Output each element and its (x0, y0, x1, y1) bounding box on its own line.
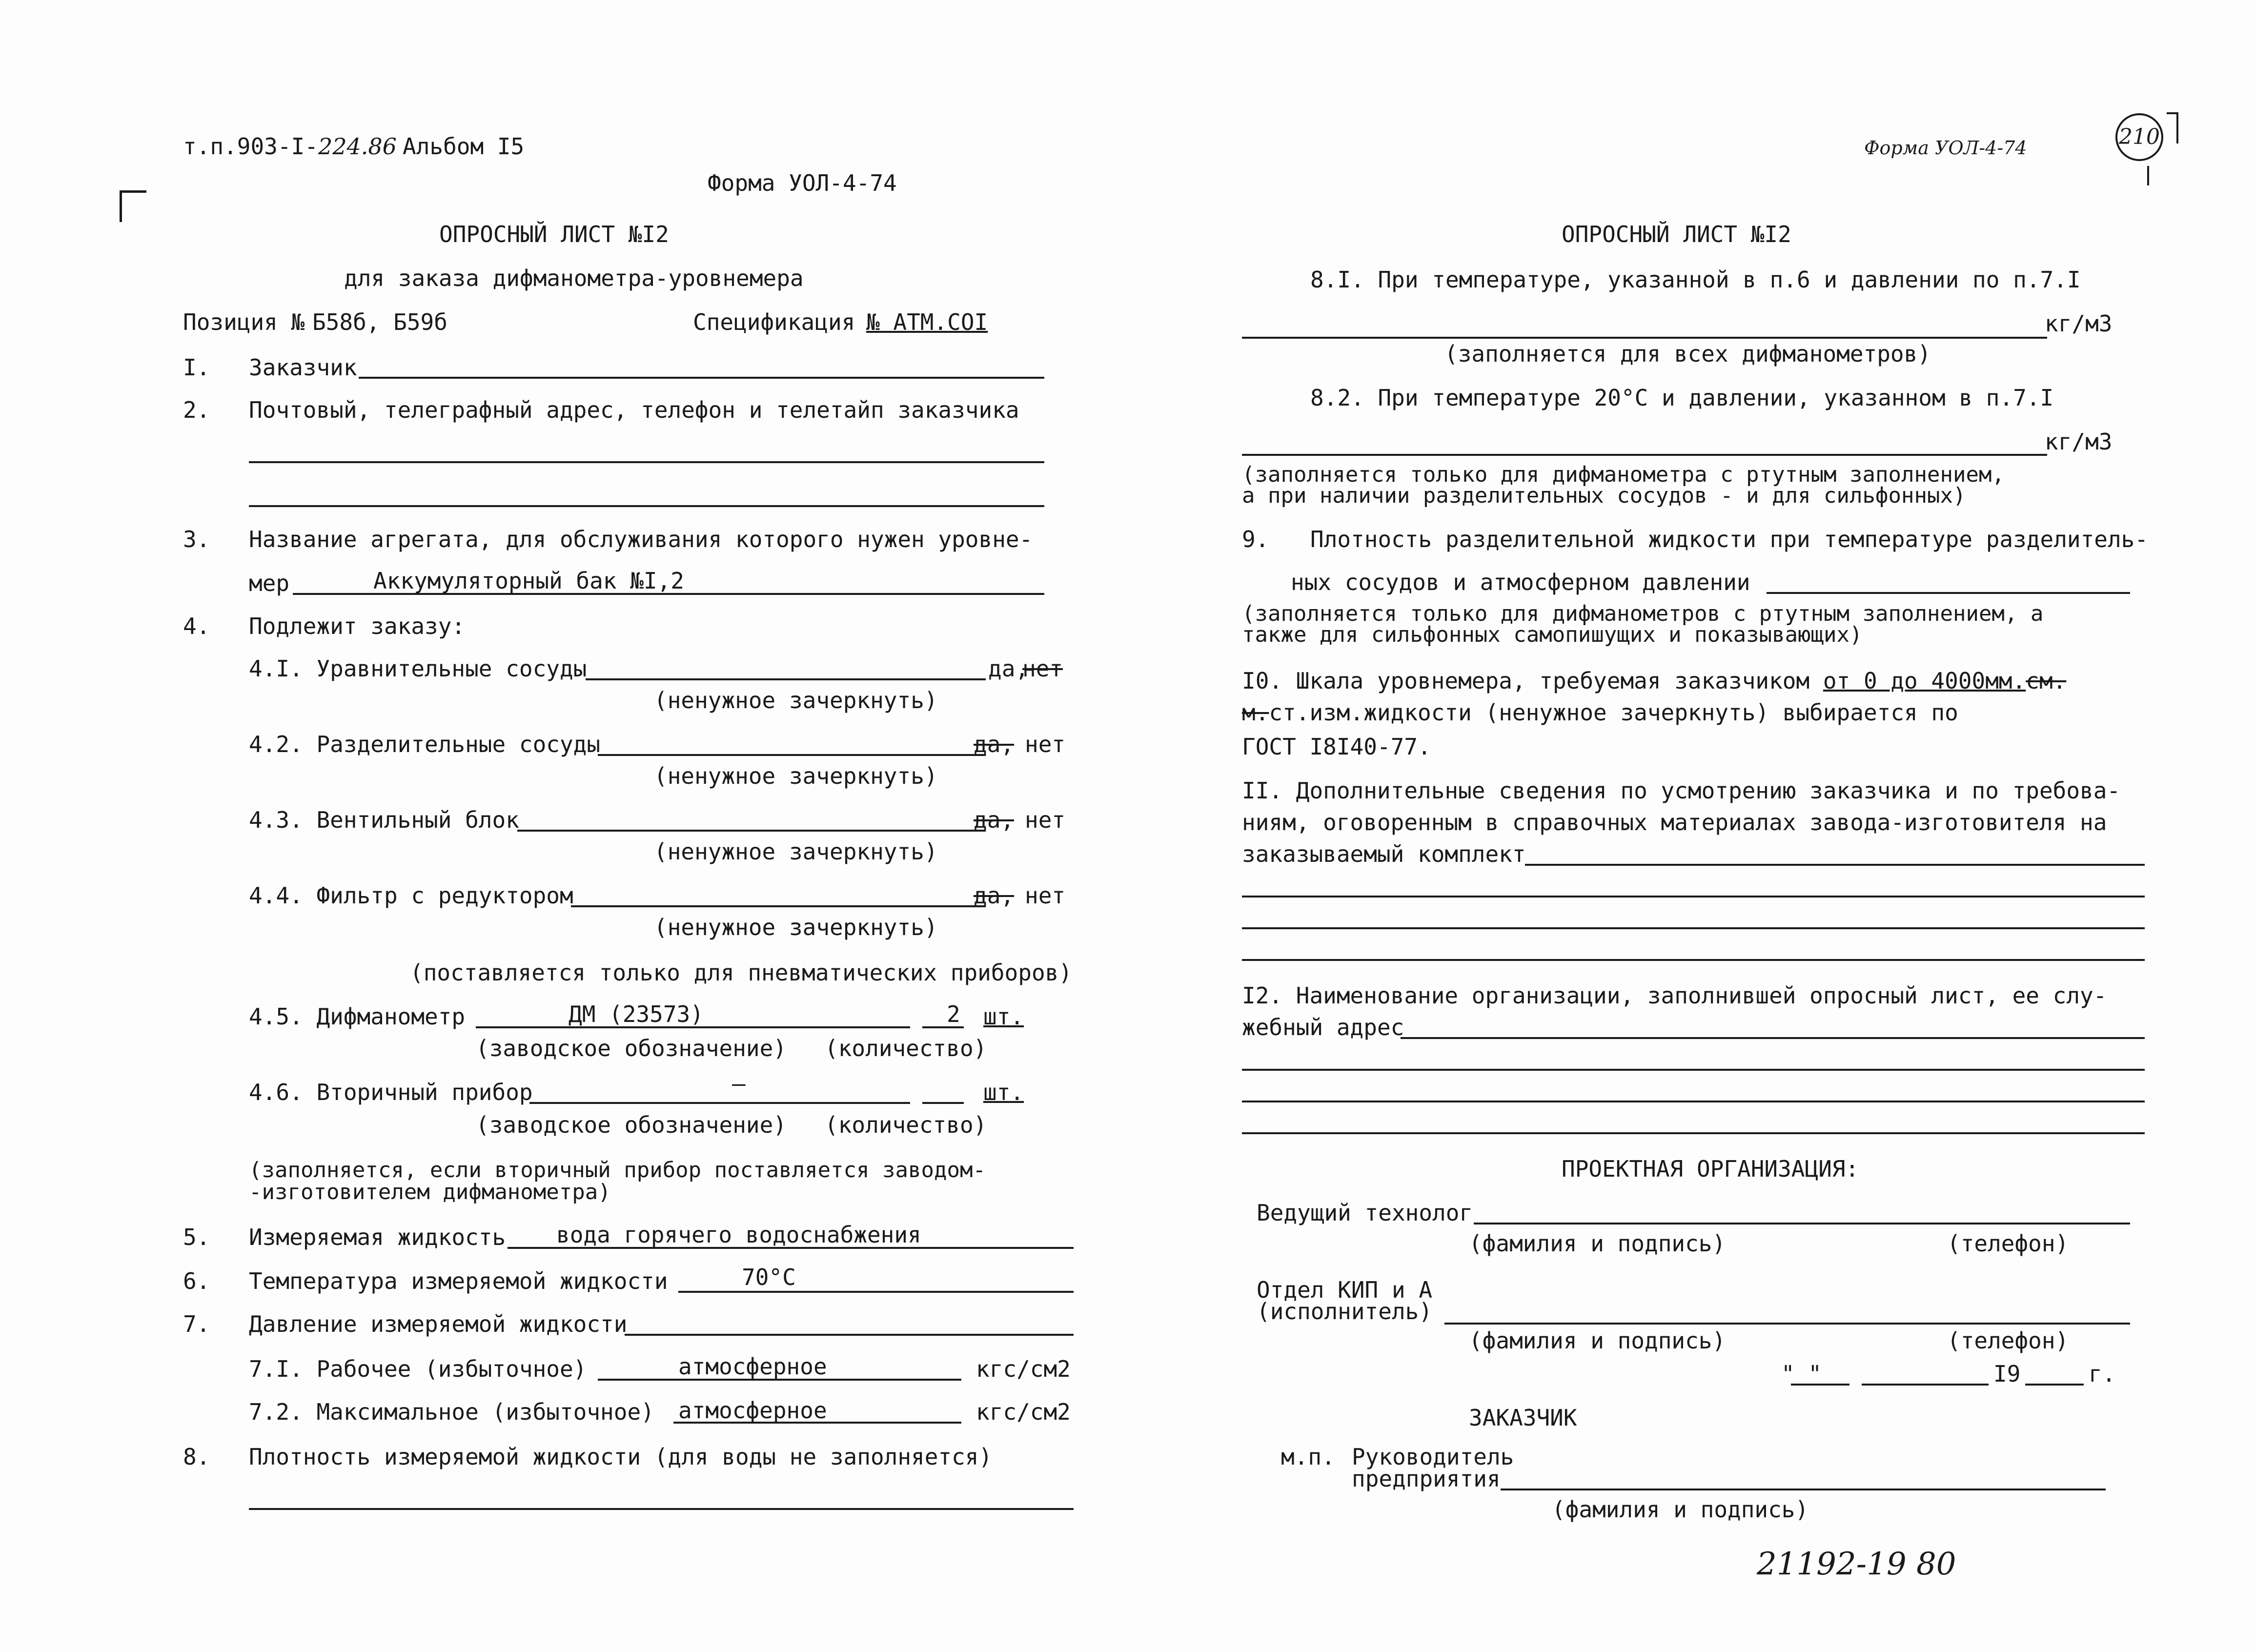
strike-note: (ненужное зачеркнуть) (654, 763, 938, 789)
unit-name-value: Аккумуляторный бак №I,2 (373, 568, 684, 594)
fill-line (1242, 454, 2047, 456)
max-pressure-label: 7.2. Максимальное (избыточное) (249, 1399, 654, 1425)
density-8-2-note: (заполняется только для дифманометра с ртутным заполнением, (1242, 462, 2005, 487)
form-label-right: Форма УОЛ-4-74 (1864, 137, 2027, 159)
density-label: Плотность измеряемой жидкости (для воды не заполняется) (249, 1444, 993, 1470)
position-value: Б58б, Б59б (312, 309, 447, 335)
position-label: Позиция № (183, 309, 305, 335)
item-number: 2. (183, 397, 210, 423)
fill-line (571, 905, 986, 907)
spec-value: № АТМ.СОI (866, 309, 988, 335)
option-yes-struck: да, (974, 882, 1015, 909)
stamp-place: м.п. (1281, 1444, 1335, 1470)
date-year-prefix: I9 (1993, 1361, 2021, 1387)
unit-pcs: шт. (983, 1079, 1024, 1105)
fill-line (1242, 337, 2047, 339)
strike-note: (ненужное зачеркнуть) (654, 914, 938, 940)
corner-mark-top-left (120, 190, 146, 222)
fill-line (678, 1291, 1074, 1293)
secondary-note: (заполняется, если вторичный прибор поставляется заводом- (249, 1158, 986, 1183)
head-of-enterprise-cont: предприятия (1352, 1466, 1501, 1492)
measured-liquid-value: вода горячего водоснабжения (556, 1222, 921, 1248)
filter-reducer-label: 4.4. Фильтр с редуктором (249, 882, 573, 909)
difmanometer-label: 4.5. Дифманометр (249, 1003, 466, 1030)
scale-label: I0. Шкала уровнемера, требуемая заказчиком от 0 до 4000мм.см. (1242, 668, 2067, 694)
fill-line (1242, 1132, 2145, 1134)
density-8-1: 8.I. При температуре, указанной в п.6 и давлении по п.7.I (1310, 266, 2081, 293)
pneumatic-note: (поставляется только для пневматических приборов) (410, 959, 1073, 986)
right-title: ОПРОСНЫЙ ЛИСТ №I2 (1562, 221, 1791, 247)
fill-line (359, 377, 1044, 379)
separating-liquid-density-cont: ных сосудов и атмосферном давлении (1291, 569, 1750, 595)
name-signature-caption: (фамилия и подпись) (1469, 1327, 1726, 1354)
unit-pcs: шт. (983, 1003, 1024, 1030)
pressure-unit: кгс/см2 (976, 1356, 1071, 1382)
density-8-2-note-cont: а при наличии разделительных сосудов - и для сильфонных) (1242, 483, 1966, 508)
fill-line (249, 461, 1044, 463)
difmanometer-qty: 2 (947, 1001, 960, 1027)
customer-heading: ЗАКАЗЧИК (1469, 1405, 1577, 1431)
fill-line (1525, 864, 2145, 866)
form-label: Форма УОЛ-4-74 (708, 170, 897, 196)
option-no: нет (1025, 731, 1066, 757)
fill-line (922, 1102, 964, 1104)
fill-line (1791, 1384, 1849, 1386)
scale-struck-unit: см. (2026, 668, 2067, 694)
item-number: I. (183, 354, 210, 381)
fill-line (529, 1102, 910, 1104)
pressure-unit: кгс/см2 (976, 1399, 1071, 1425)
tp-number: т.п.903-I-224.86 (183, 133, 397, 160)
item-number: 8. (183, 1444, 210, 1470)
item-number: 7. (183, 1311, 210, 1337)
density-unit: кг/м3 (2045, 310, 2113, 337)
additional-info-cont: заказываемый комплект (1242, 841, 1526, 867)
date-year-suffix: г. (2089, 1361, 2116, 1387)
additional-info-cont: ниям, оговоренным в справочных материалах завода-изготовителя на (1242, 809, 2107, 836)
lead-technologist: Ведущий технолог (1257, 1200, 1473, 1226)
fill-line (2025, 1384, 2084, 1386)
fill-line (293, 593, 1044, 595)
item-address: Почтовый, телеграфный адрес, телефон и телетайп заказчика (249, 397, 1019, 423)
scale-label-cont: м.ст.изм.жидкости (ненужное зачеркнуть) выбирается по (1242, 699, 1958, 726)
strike-note: (ненужное зачеркнуть) (654, 838, 938, 865)
fill-line (1242, 959, 2145, 961)
equalizing-vessels-label: 4.I. Уравнительные сосуды (249, 655, 587, 682)
difmanometer-value: ДМ (23573) (569, 1001, 704, 1027)
fill-line (1862, 1384, 1989, 1386)
fill-line (1401, 1037, 2145, 1039)
quantity-caption: (количество) (825, 1112, 987, 1138)
organization-info-cont: жебный адрес (1242, 1014, 1404, 1040)
name-signature-caption: (фамилия и подпись) (1552, 1496, 1809, 1523)
option-no: нет (1025, 882, 1066, 909)
item-number: 6. (183, 1268, 210, 1294)
spec-label: Спецификация (693, 309, 855, 335)
pressure-label: Давление измеряемой жидкости (249, 1311, 628, 1337)
separating-liquid-density: Плотность разделительной жидкости при температуре разделитель- (1310, 526, 2149, 552)
phone-caption: (телефон) (1947, 1230, 2069, 1257)
fill-line (517, 830, 986, 832)
density-unit: кг/м3 (2045, 428, 2113, 455)
strike-note: (ненужное зачеркнуть) (654, 687, 938, 714)
fill-line (1444, 1323, 2130, 1325)
separating-liquid-note-cont: также для сильфонных самопишущих и показывающих) (1242, 622, 1863, 647)
working-pressure-value: атмосферное (678, 1353, 827, 1380)
kip-department: Отдел КИП и А (1257, 1277, 1433, 1303)
fill-line (1242, 1069, 2145, 1071)
temperature-label: Температура измеряемой жидкости (249, 1268, 668, 1294)
organization-info: I2. Наименование организации, заполнившей опросный лист, ее слу- (1242, 982, 2107, 1009)
project-organization: ПРОЕКТНАЯ ОРГАНИЗАЦИЯ: (1562, 1156, 1859, 1182)
option-yes-struck: да, (974, 807, 1015, 833)
fill-line (508, 1247, 1074, 1249)
quantity-caption: (количество) (825, 1035, 987, 1061)
scale-value: от 0 до 4000мм. (1823, 668, 2026, 694)
scale-struck-unit: м. (1242, 699, 1269, 726)
secondary-note-cont: -изготовителем дифманометра) (249, 1180, 611, 1204)
fill-line (598, 754, 986, 756)
item-customer: Заказчик (249, 354, 357, 381)
gost-reference: ГОСТ I8I40-77. (1242, 734, 1431, 760)
density-8-1-note: (заполняется для всех дифманометров) (1444, 341, 1931, 367)
date-day: " " (1781, 1361, 1822, 1387)
separating-vessels-label: 4.2. Разделительные сосуды (249, 731, 601, 757)
fill-line (1242, 896, 2145, 897)
corner-mark-top-right (2167, 112, 2178, 143)
factory-designation-caption: (заводское обозначение) (476, 1035, 787, 1061)
tp-handwritten: 224.86 (318, 133, 397, 160)
fill-line (625, 1334, 1074, 1336)
fill-line (673, 1422, 961, 1424)
item-unit-name-cont: мер (249, 570, 290, 596)
item-number: 9. (1242, 526, 1269, 552)
factory-designation-caption: (заводское обозначение) (476, 1112, 787, 1138)
density-8-2: 8.2. При температуре 20°С и давлении, указанном в п.7.I (1310, 385, 2054, 411)
option-yes-struck: да, (974, 731, 1015, 757)
kip-executor: (исполнитель) (1257, 1298, 1433, 1325)
additional-info: II. Дополнительные сведения по усмотрению заказчика и по требова- (1242, 777, 2121, 804)
temperature-value: 70°С (742, 1264, 796, 1290)
fill-line (598, 1379, 961, 1381)
option-yes: да, (988, 655, 1029, 682)
fill-line (1501, 1489, 2106, 1490)
fill-line (1242, 1101, 2145, 1102)
left-subtitle: для заказа дифманометра-уровнемера (344, 265, 804, 291)
option-no-struck: нет (1022, 655, 1063, 682)
name-signature-caption: (фамилия и подпись) (1469, 1230, 1726, 1257)
fill-line (249, 505, 1044, 507)
head-of-enterprise: Руководитель (1352, 1444, 1514, 1470)
separating-liquid-note: (заполняется только для дифманометров с ртутным заполнением, а (1242, 601, 2044, 626)
option-no: нет (1025, 807, 1066, 833)
fill-line (1474, 1223, 2130, 1224)
phone-caption: (телефон) (1947, 1327, 2069, 1354)
fill-line (922, 1026, 964, 1028)
item-number: 3. (183, 526, 210, 552)
item-number: 4. (183, 613, 210, 639)
working-pressure-label: 7.I. Рабочее (избыточное) (249, 1356, 587, 1382)
fill-line (1767, 592, 2130, 594)
fill-line (1242, 927, 2145, 929)
secondary-device-label: 4.6. Вторичный прибор (249, 1079, 533, 1105)
fill-line (249, 1508, 1074, 1510)
album-label: Альбом I5 (403, 133, 525, 160)
fill-line (586, 678, 986, 680)
archive-number-handwritten: 21192-19 80 (1757, 1546, 1956, 1582)
secondary-device-value: — (732, 1070, 746, 1097)
item-unit-name: Название агрегата, для обслуживания которого нужен уровне- (249, 526, 1033, 552)
corner-mark-right (2147, 166, 2151, 185)
max-pressure-value: атмосферное (678, 1397, 827, 1424)
measured-liquid-label: Измеряемая жидкость (249, 1224, 506, 1250)
left-title: ОПРОСНЫЙ ЛИСТ №I2 (439, 221, 669, 247)
item-number: 5. (183, 1224, 210, 1250)
valve-block-label: 4.3. Вентильный блок (249, 807, 519, 833)
item-order: Подлежит заказу: (249, 613, 466, 639)
page-number-stamp: 210 (2115, 113, 2163, 161)
